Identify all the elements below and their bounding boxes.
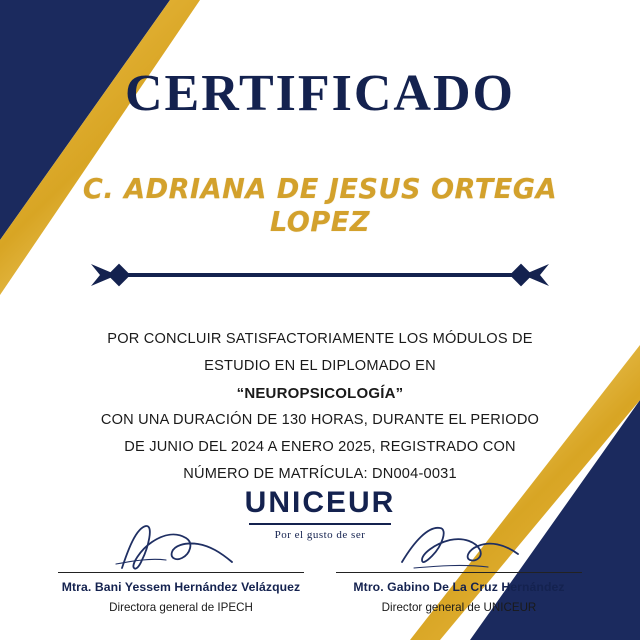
body-line-4: DE JUNIO DEL 2024 A ENERO 2025, REGISTRADO CON — [124, 439, 516, 455]
signatory-role-left: Directora general de IPECH — [109, 601, 253, 614]
body-line-5: NÚMERO DE MATRÍCULA: DN004-0031 — [183, 466, 457, 482]
divider-bar — [115, 273, 525, 277]
body-line-3: CON UNA DURACIÓN DE 130 HORAS, DURANTE EL PERIODO — [100, 412, 540, 428]
certificate-body — [62, 326, 578, 488]
logo-tagline: Por el gusto de ser — [274, 529, 366, 541]
signature-mark-left-icon — [52, 518, 310, 572]
divider-ornament — [85, 264, 555, 286]
signatory-name-right: Mtro. Gabino De La Cruz Hernández — [353, 580, 565, 594]
signature-block-right — [330, 518, 588, 615]
signatory-role-right: Director general de UNICEUR — [381, 601, 537, 614]
signature-block-left — [52, 518, 310, 615]
body-line-1: POR CONCLUIR SATISFACTORIAMENTE LOS MÓDULOS DE — [107, 331, 533, 347]
divider-arrow-right-icon — [523, 264, 549, 286]
signature-mark-right-icon — [330, 518, 588, 572]
recipient-name: C. ADRIANA DE JESUS ORTEGA LOPEZ — [82, 172, 558, 238]
signatory-name-left: Mtra. Bani Yessem Hernández Velázquez — [61, 580, 301, 594]
logo-wordmark: UNICEUR — [244, 486, 396, 519]
program-name: “NEUROPSICOLOGÍA” — [236, 385, 404, 402]
signature-row — [52, 518, 588, 615]
body-line-2: ESTUDIO EN EL DIPLOMADO EN — [204, 358, 436, 374]
certificate-title: CERTIFICADO — [125, 65, 515, 122]
